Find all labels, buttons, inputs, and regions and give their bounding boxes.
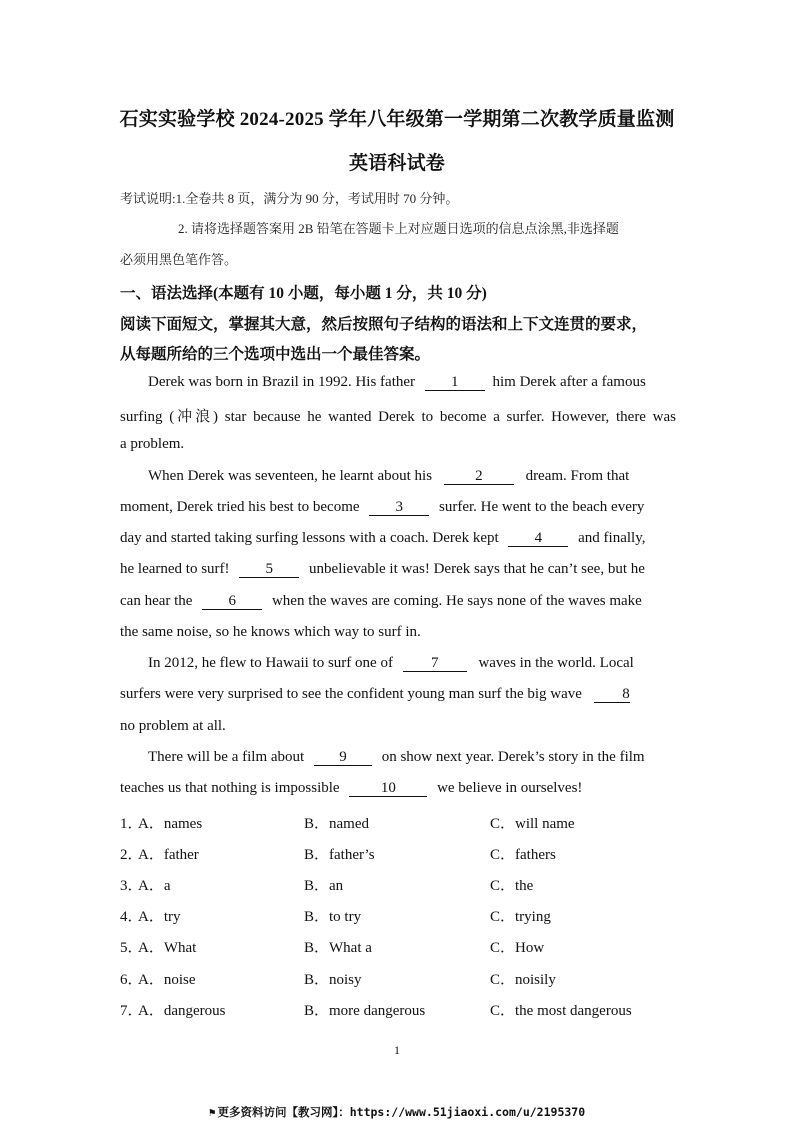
option-b[interactable]: B．named xyxy=(304,816,369,832)
passage-text: unbelievable it was! Derek says that he can’t see, but he xyxy=(309,561,645,577)
passage-text: When Derek was seventeen, he learnt about his xyxy=(148,468,433,484)
blank-4: 4 xyxy=(508,531,568,547)
option-b[interactable]: B．to try xyxy=(304,909,362,925)
option-c[interactable]: C．trying xyxy=(490,909,551,925)
exam-title: 石实实验学校 2024-2025 学年八年级第一学期第二次教学质量监测 xyxy=(119,109,675,130)
option-c[interactable]: C．noisily xyxy=(490,972,556,988)
blank-7: 7 xyxy=(403,656,467,672)
passage-text: him Derek after a famous xyxy=(492,374,646,390)
option-a[interactable]: A．noise xyxy=(138,972,196,988)
section-directions-2: 从每题所给的三个选项中选出一个最佳答案。 xyxy=(120,346,431,363)
option-b[interactable]: B．an xyxy=(304,878,344,894)
passage-text: In 2012, he flew to Hawaii to surf one of xyxy=(148,655,393,671)
question-number: 5． xyxy=(120,940,143,956)
option-a[interactable]: A．father xyxy=(138,847,199,863)
section-directions-1: 阅读下面短文，掌握其大意，然后按照句子结构的语法和上下文连贯的要求， xyxy=(120,316,648,333)
option-c[interactable]: C．How xyxy=(490,940,545,956)
passage-line xyxy=(148,468,629,485)
blank-3: 3 xyxy=(369,500,429,516)
question-number: 1． xyxy=(120,816,143,832)
option-b[interactable]: B．father’s xyxy=(304,847,375,863)
flag-icon: ⚑ xyxy=(208,1106,216,1119)
question-number: 7． xyxy=(120,1003,143,1019)
footer-text[interactable]: 更多资料访问【教习网】：https://www.51jiaoxi.com/u/2195370 xyxy=(217,1105,586,1119)
option-c[interactable]: C．the most dangerous xyxy=(490,1003,632,1019)
section-heading: 一、语法选择(本题有 10 小题，每小题 1 分，共 10 分) xyxy=(120,285,487,302)
blank-2: 2 xyxy=(444,469,514,485)
passage-text: day and started taking surfing lessons with a coach. Derek kept xyxy=(120,530,499,546)
option-b[interactable]: B．more dangerous xyxy=(304,1003,426,1019)
passage-text: dream. From that xyxy=(525,468,630,484)
passage-line xyxy=(148,749,645,766)
passage-text: surfers were very surprised to see the confident young man surf the big wave xyxy=(120,686,582,702)
passage-line xyxy=(148,374,646,391)
page-number: 1 xyxy=(394,1043,400,1057)
passage-line xyxy=(120,593,642,610)
passage-text: waves in the world. Local xyxy=(478,655,634,671)
passage-line: surfing (冲浪) star because he wanted Derek to become a surfer. However, there was xyxy=(120,409,676,425)
option-c[interactable]: C．the xyxy=(490,878,534,894)
passage-text: when the waves are coming. He says none of the waves make xyxy=(271,593,642,609)
passage-line xyxy=(120,561,645,578)
passage-text: moment, Derek tried his best to become xyxy=(120,499,360,515)
option-a[interactable]: A．a xyxy=(138,878,171,894)
passage-line: the same noise, so he knows which way to surf in. xyxy=(120,624,421,640)
instruction-line-2: 2. 请将选择题答案用 2B 铅笔在答题卡上对应题日选项的信息点涂黑,非选择题 xyxy=(178,221,619,236)
passage-line xyxy=(120,686,630,703)
blank-5: 5 xyxy=(239,562,299,578)
exam-subtitle: 英语科试卷 xyxy=(348,153,445,174)
instruction-line-3: 必须用黑色笔作答。 xyxy=(120,252,238,267)
passage-text: teaches us that nothing is impossible xyxy=(120,780,340,796)
passage-text: he learned to surf! xyxy=(120,561,230,577)
passage-line xyxy=(120,780,582,797)
option-a[interactable]: A．names xyxy=(138,816,203,832)
option-c[interactable]: C．fathers xyxy=(490,847,556,863)
passage-text: There will be a film about xyxy=(148,749,305,765)
blank-8: 8 xyxy=(594,687,630,703)
passage-text: surfer. He went to the beach every xyxy=(439,499,645,515)
passage-text: can hear the xyxy=(120,593,193,609)
footer-link[interactable] xyxy=(0,1104,794,1120)
passage-text: we believe in ourselves! xyxy=(437,780,583,796)
passage-text: Derek was born in Brazil in 1992. His father xyxy=(148,374,416,390)
option-b[interactable]: B．What a xyxy=(304,940,372,956)
passage-text: and finally, xyxy=(578,530,646,546)
passage-line xyxy=(120,499,644,516)
option-c[interactable]: C．will name xyxy=(490,816,575,832)
passage-line xyxy=(148,655,634,672)
question-number: 6． xyxy=(120,972,143,988)
question-number: 2． xyxy=(120,847,143,863)
passage-line: a problem. xyxy=(120,436,185,452)
passage-line: no problem at all. xyxy=(120,718,226,734)
option-a[interactable]: A．try xyxy=(138,909,181,925)
option-a[interactable]: A．dangerous xyxy=(138,1003,226,1019)
passage-line xyxy=(120,530,645,547)
question-number: 4． xyxy=(120,909,143,925)
blank-1: 1 xyxy=(425,375,485,391)
blank-9: 9 xyxy=(314,750,372,766)
option-b[interactable]: B．noisy xyxy=(304,972,362,988)
instruction-line-1: 考试说明:1.全卷共 8 页，满分为 90 分，考试用时 70 分钟。 xyxy=(120,191,459,206)
blank-6: 6 xyxy=(202,594,262,610)
blank-10: 10 xyxy=(349,781,427,797)
option-a[interactable]: A．What xyxy=(138,940,197,956)
question-number: 3． xyxy=(120,878,143,894)
passage-text: on show next year. Derek’s story in the film xyxy=(381,749,645,765)
